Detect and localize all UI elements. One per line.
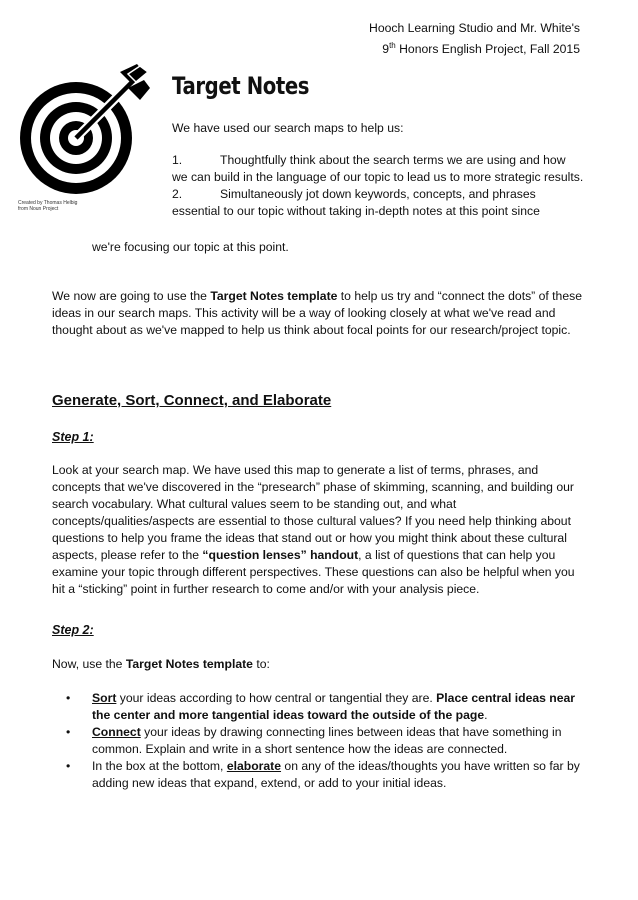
bullet-text xyxy=(92,724,590,758)
step2-intro xyxy=(52,656,270,673)
list-tail: we're focusing our topic at this point. xyxy=(92,240,289,254)
step1-post: , a list of questions that can help you examine your topic through different perspectives. These questions can also be helpful when you hit a “sticking” point in further research to come and/or with your analysis piece. xyxy=(52,548,575,596)
bullet-icon: • xyxy=(66,759,71,773)
bullet-item xyxy=(52,724,590,758)
step1-bold: “question lenses” handout xyxy=(202,548,359,562)
bullet-text xyxy=(92,758,590,792)
bullet-list xyxy=(52,690,590,792)
para-pre: We now are going to use the xyxy=(52,289,211,303)
step1-label: Step 1: xyxy=(52,430,94,444)
step2-label: Step 2: xyxy=(52,623,94,637)
list-item xyxy=(172,152,588,169)
grade-number: 9 xyxy=(382,42,390,57)
para-bold: Target Notes template xyxy=(210,289,338,303)
para-post: to help us try and “connect the dots” of these ideas in our search maps. This activity will be a way of looking closely at what we've read and thought about as we've mapped to help us think about focal points for our research/project topic. xyxy=(52,289,582,337)
list-text xyxy=(220,152,588,169)
header-line2 xyxy=(369,37,580,58)
bullet-key: elaborate xyxy=(226,759,282,773)
target-icon xyxy=(16,62,154,200)
bullet-body: your ideas by drawing connecting lines between ideas that have something in common. Explain and write in a short sentence how the ideas are connected. xyxy=(92,725,562,756)
header-org xyxy=(369,20,580,58)
step1-text xyxy=(52,462,590,598)
bullet-key: Sort xyxy=(92,691,117,705)
bullet-item xyxy=(52,758,590,792)
list-text-line1: Thoughtfully think about the search terms we are using and how xyxy=(220,153,566,167)
grade-suffix: th xyxy=(389,41,396,50)
bullet-body: on any of the ideas/thoughts you have written so far by adding new ideas that expand, extend, or add to your initial ideas. xyxy=(92,759,580,790)
logo-credit xyxy=(18,200,108,212)
bullet-text xyxy=(92,690,590,724)
list-item xyxy=(172,186,588,203)
section-heading: Generate, Sort, Connect, and Elaborate xyxy=(52,392,332,409)
step2-intro-pre: Now, use the xyxy=(52,657,126,671)
header-course: Honors English Project, Fall 2015 xyxy=(395,42,580,57)
bullet-item xyxy=(52,690,590,724)
header-line1: Hooch Learning Studio and Mr. White's xyxy=(369,21,580,35)
intro-text: We have used our search maps to help us: xyxy=(172,121,404,135)
list-number: 1. xyxy=(172,153,183,167)
bullet-body: your ideas according to how central or tangential they are. xyxy=(116,691,437,705)
bullet-end: . xyxy=(484,708,488,722)
step2-intro-bold: Target Notes template xyxy=(125,657,253,671)
bullet-pre: In the box at the bottom, xyxy=(92,759,227,773)
numbered-list xyxy=(172,152,588,220)
bullet-key: Connect xyxy=(92,725,141,739)
step1-pre: Look at your search map. We have used this map to generate a list of terms, phrases, and concepts that we've discovered in the “presearch” phase of skimming, scanning, and building our search vocabulary. What cultural values seem to be standing out, and what concepts/qualities/aspects are essential to those cultural values? If you need help thinking about questions to help you frame the ideas that stand out or how you might think about these cultural aspects, please refer to the xyxy=(52,463,574,562)
credit-line2: from Noun Project xyxy=(18,206,59,212)
credit-line1: Created by Thomas Helbig xyxy=(18,200,78,206)
list-number: 2. xyxy=(172,187,183,201)
list-text-cont: essential to our topic without taking in-depth notes at this point since xyxy=(172,204,540,218)
page-title: Target Notes xyxy=(172,72,310,100)
list-text: Simultaneously jot down keywords, concepts, and phrases xyxy=(220,187,536,201)
bullet-icon: • xyxy=(66,725,71,739)
bullet-icon: • xyxy=(66,691,71,705)
bullet-bold: Place central ideas near the center and more tangential ideas toward the outside of the page xyxy=(92,691,576,722)
paragraph-template-intro xyxy=(52,288,590,339)
step2-intro-post: to: xyxy=(252,657,270,671)
list-text-cont: we can build in the language of our topic to lead us to more strategic results. xyxy=(172,170,584,184)
